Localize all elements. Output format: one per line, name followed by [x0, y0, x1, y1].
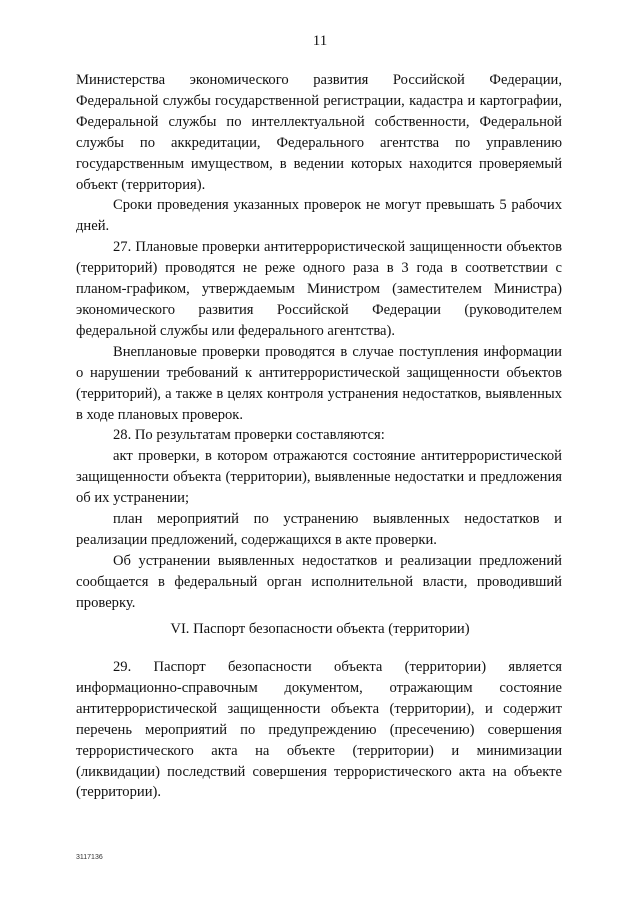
document-code: 3117136: [76, 854, 103, 861]
paragraph: Об устранении выявленных недостатков и реализации предложений сообщается в федеральный орган исполнительной власти, проводивший проверку.: [76, 552, 562, 611]
body-text-top: [76, 70, 562, 614]
paragraph: 28. По результатам проверки составляются:: [113, 427, 385, 444]
paragraph: 29. Паспорт безопасности объекта (территории) является информационно-справочным документом, отражающим состояние антитеррористической защищенности объекта (территории), и содержит перечень мероприятий по предупреждению (пресечению) совершения террористического акта на объекте (территории) и минимизации (ликвидации) последствий совершения террористического акта на объекте (территории).: [76, 659, 562, 801]
page-number: 11: [312, 33, 328, 49]
paragraph: акт проверки, в котором отражаются состояние антитеррористической защищенности объекта (территории), выявленные недостатки и предложения об их устранении;: [76, 448, 562, 507]
paragraph: Министерства экономического развития Российской Федерации, Федеральной службы государственной регистрации, кадастра и картографии, Федеральной службы по интеллектуальной собственности, Федеральной службы по аккредитации, Федерального агентства по управлению государственным имуществом, в ведении которых находится проверяемый объект (территория).: [76, 72, 562, 193]
body-text-bottom: [76, 657, 562, 803]
paragraph: Внеплановые проверки проводятся в случае поступления информации о нарушении требований к антитеррористической защищенности объектов (территорий), а также в целях контроля устранения недостатков, выявленных в ходе плановых проверок.: [76, 343, 562, 423]
paragraph: план мероприятий по устранению выявленных недостатков и реализации предложений, содержащихся в акте проверки.: [76, 511, 562, 548]
paragraph: 27. Плановые проверки антитеррористической защищенности объектов (территорий) проводятся не реже одного раза в 3 года в соответствии с планом-графиком, утверждаемым Министром (заместителем Министра) экономического развития Российской Федерации (руководителем федеральной службы или федерального агентства).: [76, 239, 562, 339]
section-heading: VI. Паспорт безопасности объекта (территории): [170, 621, 470, 637]
paragraph: Сроки проведения указанных проверок не могут превышать 5 рабочих дней.: [76, 197, 562, 235]
